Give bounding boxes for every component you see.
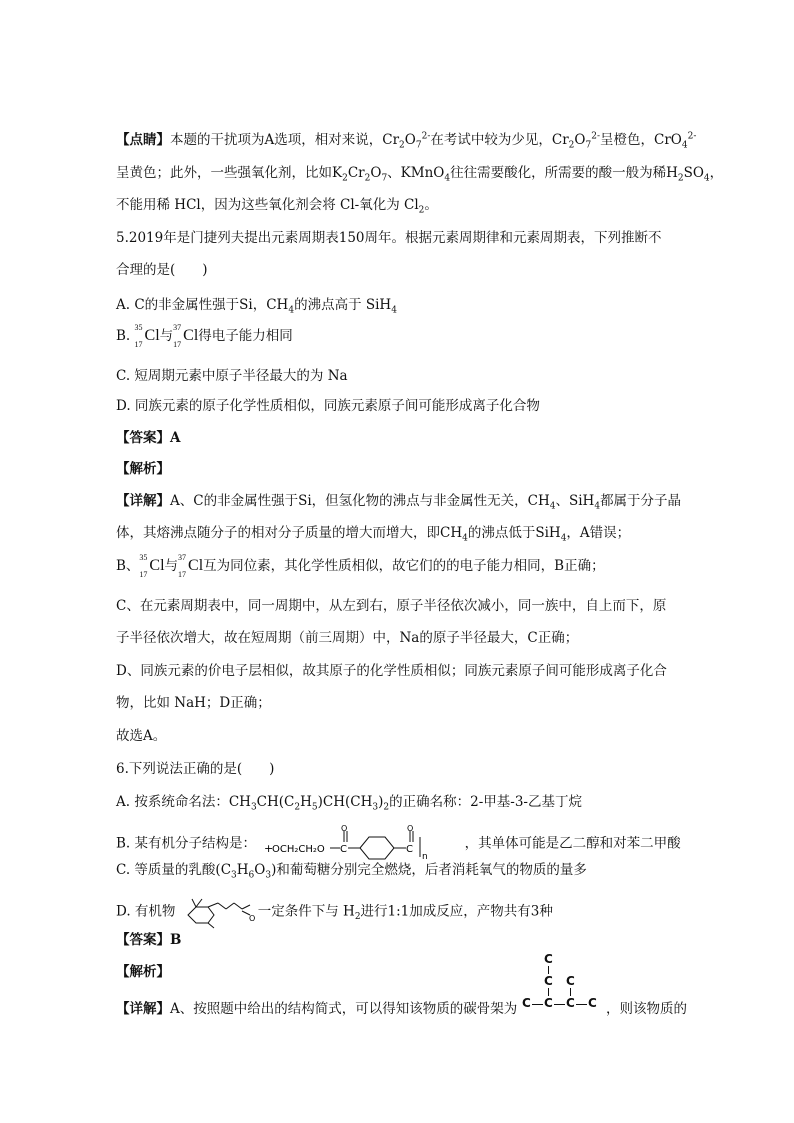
q5-option-d: D. 同族元素的原子化学性质相似，同族元素原子间可能形成离子化合物 bbox=[116, 398, 540, 414]
dianjing-tag: 【点睛】 bbox=[116, 132, 170, 148]
q5-final: 故选A。 bbox=[116, 728, 167, 744]
polymer-structure bbox=[260, 825, 460, 863]
q5-xiangjie-c2: 子半径依次增大，故在短周期（前三周期）中，Na的原子半径最大，C正确； bbox=[116, 630, 579, 646]
q5-xiangjie-c1: C、在元素周期表中，同一周期中，从左到右，原子半径依次减小，同一族中，自上而下，原 bbox=[116, 598, 667, 614]
svg-text:O: O bbox=[248, 914, 256, 923]
q6-xiangjie-a-tail: ，则该物质的 bbox=[606, 1001, 687, 1017]
q6-option-a: A. 按系统命名法：$CH_3CH(C_2H_5)CH(CH_3)_2$的正确名称：2-甲基-3-乙基丁烷 bbox=[116, 794, 582, 813]
q5-xiangjie-d1: D、同族元素的价电子层相似，故其原子的化学性质相似；同族元素原子间可能形成离子化合 bbox=[116, 663, 667, 679]
q5-stem-1: 5.2019年是门捷列夫提出元素周期表150周年。根据元素周期律和元素周期表，下列推断不 bbox=[116, 230, 662, 246]
dianjing-line-3: 不能用稀 HCl，因为这些氧化剂会将 Cl-氧化为 $Cl_2$。 bbox=[116, 197, 438, 216]
q6-stem: 6.下列说法正确的是( ) bbox=[116, 761, 275, 777]
svg-text:O: O bbox=[407, 825, 414, 833]
isotope-cl35: 35 17 Cl bbox=[134, 323, 160, 349]
q6-jiexi: 【解析】 bbox=[116, 964, 170, 980]
q5-xiangjie-b: B、 35 17 Cl与 37 17 Cl互为同位素，其化学性质相似，故它们的的电子能力相同，B正确； bbox=[116, 553, 605, 579]
svg-text:n: n bbox=[422, 852, 429, 862]
q5-xiangjie-d2: 物，比如 NaH；D正确； bbox=[116, 695, 271, 711]
q5-jiexi: 【解析】 bbox=[116, 461, 170, 477]
dianjing-line-2: 呈黄色；此外，一些强氧化剂，比如$K_2Cr_2O_7$、KMnO$_4$往往需要酸化，所需要的酸一般为稀$H_2SO_4$， bbox=[116, 165, 724, 184]
q6-xiangjie-a: 【详解】A、按照题中给出的结构简式，可以得知该物质的碳骨架为 bbox=[116, 1001, 518, 1017]
q5-xiangjie-a2: 体，其熔沸点随分子的相对分子质量的增大而增大，即$CH_4$的沸点低于SiH$_4$，A错误； bbox=[116, 525, 631, 544]
organic-molecule-structure bbox=[180, 895, 258, 929]
svg-text:C: C bbox=[340, 844, 348, 855]
carbon-skeleton: C C C C C C C bbox=[522, 952, 597, 1010]
dianjing-line-1: 【点睛】本题的干扰项为A选项，相对来说，$Cr_2O_7^{2-}$在考试中较为少见，$Cr_2O_7^{2-}$呈橙色，CrO$_4^{2-}$ bbox=[116, 131, 697, 151]
q6-option-c: C. 等质量的乳酸$(C_3H_6O_3)$和葡萄糖分别完全燃烧，后者消耗氧气的物质的量多 bbox=[116, 862, 587, 881]
q5-option-b: B. 35 17 Cl与 37 17 Cl得电子能力相同 bbox=[116, 323, 293, 349]
q6-answer: 【答案】B bbox=[116, 932, 182, 948]
q5-option-a: A. C的非金属性强于Si，$CH_4$的沸点高于 SiH$_4$ bbox=[116, 297, 397, 316]
isotope-cl37: 37 17 Cl bbox=[173, 323, 199, 349]
svg-text:+: + bbox=[264, 842, 274, 855]
svg-text:O: O bbox=[341, 825, 348, 833]
polymer-repeat: OCH₂CH₂O bbox=[272, 844, 326, 855]
q5-option-c: C. 短周期元素中原子半径最大的为 Na bbox=[116, 368, 348, 384]
q5-answer: 【答案】A bbox=[116, 430, 181, 446]
svg-text:C: C bbox=[406, 844, 414, 855]
q5-xiangjie-a1: 【详解】A、C的非金属性强于Si，但氢化物的沸点与非金属性无关，$CH_4$、SiH$_4$都属于分子晶 bbox=[116, 493, 682, 512]
q5-stem-2: 合理的是( ) bbox=[116, 262, 208, 278]
q6-option-b: B. 某有机分子结构是： + OCH₂CH₂O C O C O n ，其单体可能是乙二醇和对苯二甲酸 bbox=[116, 825, 681, 862]
q6-option-d: D. 有机物 O 一定条件下与 $H_2$进行1:1加成反应，产物共有3种 bbox=[116, 895, 553, 929]
